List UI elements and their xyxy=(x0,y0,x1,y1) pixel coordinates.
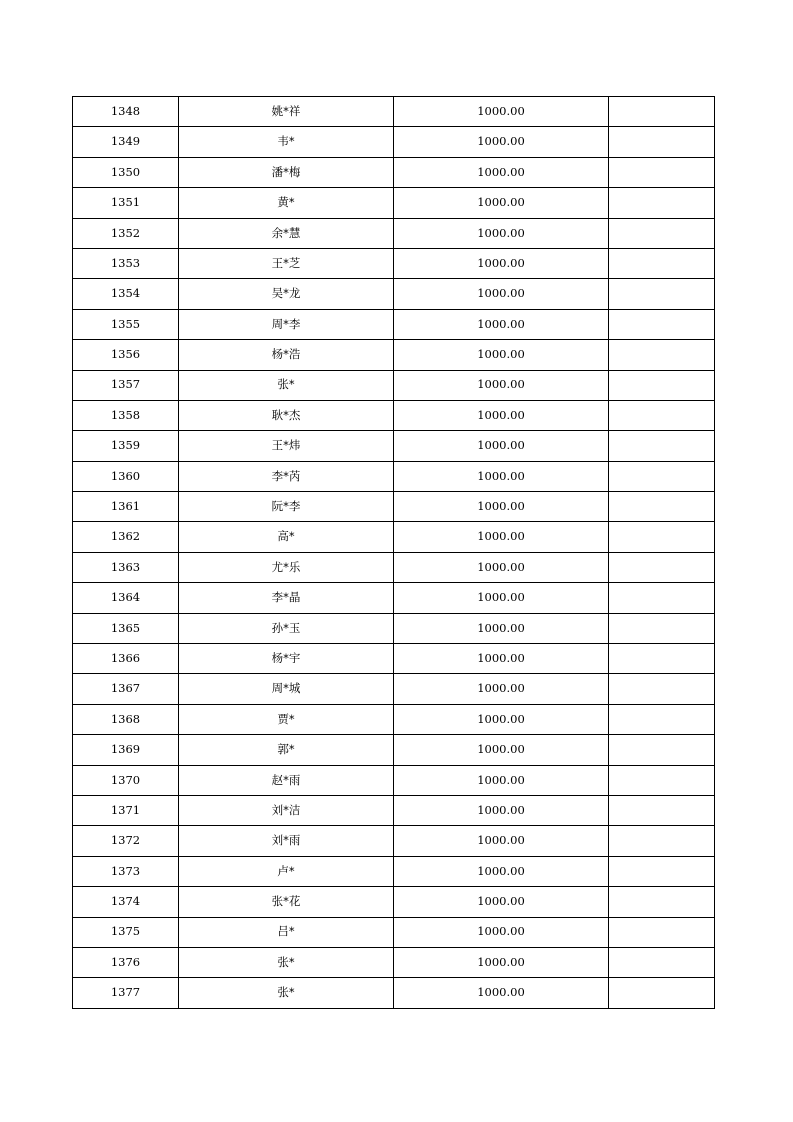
row-number-cell: 1350 xyxy=(73,157,179,187)
row-number-cell: 1356 xyxy=(73,340,179,370)
recipient-name-cell: 贾* xyxy=(179,704,394,734)
row-number-cell: 1367 xyxy=(73,674,179,704)
recipient-name-cell: 耿*杰 xyxy=(179,400,394,430)
amount-cell: 1000.00 xyxy=(394,947,609,977)
recipient-name-cell: 张* xyxy=(179,978,394,1008)
recipient-name-cell: 张* xyxy=(179,947,394,977)
note-cell xyxy=(609,887,715,917)
recipient-name-cell: 潘*梅 xyxy=(179,157,394,187)
recipient-name-cell: 李*芮 xyxy=(179,461,394,491)
recipient-name-cell: 黄* xyxy=(179,188,394,218)
amount-cell: 1000.00 xyxy=(394,613,609,643)
table-row xyxy=(73,492,715,522)
table-row xyxy=(73,613,715,643)
payment-table xyxy=(72,96,715,1009)
amount-cell: 1000.00 xyxy=(394,704,609,734)
recipient-name-cell: 余*慧 xyxy=(179,218,394,248)
note-cell xyxy=(609,613,715,643)
recipient-name-cell: 周*李 xyxy=(179,309,394,339)
row-number-cell: 1372 xyxy=(73,826,179,856)
amount-cell: 1000.00 xyxy=(394,461,609,491)
amount-cell: 1000.00 xyxy=(394,492,609,522)
amount-cell: 1000.00 xyxy=(394,340,609,370)
table-row xyxy=(73,704,715,734)
table-row xyxy=(73,309,715,339)
amount-cell: 1000.00 xyxy=(394,644,609,674)
amount-cell: 1000.00 xyxy=(394,887,609,917)
amount-cell: 1000.00 xyxy=(394,218,609,248)
table-row xyxy=(73,856,715,886)
recipient-name-cell: 王*炜 xyxy=(179,431,394,461)
table-row xyxy=(73,431,715,461)
note-cell xyxy=(609,947,715,977)
table-row xyxy=(73,887,715,917)
row-number-cell: 1352 xyxy=(73,218,179,248)
note-cell xyxy=(609,492,715,522)
recipient-name-cell: 李*晶 xyxy=(179,583,394,613)
note-cell xyxy=(609,735,715,765)
row-number-cell: 1364 xyxy=(73,583,179,613)
amount-cell: 1000.00 xyxy=(394,97,609,127)
row-number-cell: 1377 xyxy=(73,978,179,1008)
note-cell xyxy=(609,674,715,704)
note-cell xyxy=(609,431,715,461)
table-row xyxy=(73,218,715,248)
note-cell xyxy=(609,188,715,218)
row-number-cell: 1349 xyxy=(73,127,179,157)
note-cell xyxy=(609,400,715,430)
amount-cell: 1000.00 xyxy=(394,188,609,218)
row-number-cell: 1375 xyxy=(73,917,179,947)
row-number-cell: 1365 xyxy=(73,613,179,643)
table-row xyxy=(73,400,715,430)
table-row xyxy=(73,735,715,765)
amount-cell: 1000.00 xyxy=(394,583,609,613)
table-row xyxy=(73,795,715,825)
note-cell xyxy=(609,552,715,582)
row-number-cell: 1362 xyxy=(73,522,179,552)
amount-cell: 1000.00 xyxy=(394,674,609,704)
recipient-name-cell: 郭* xyxy=(179,735,394,765)
amount-cell: 1000.00 xyxy=(394,826,609,856)
note-cell xyxy=(609,248,715,278)
table-row xyxy=(73,765,715,795)
table-row xyxy=(73,248,715,278)
amount-cell: 1000.00 xyxy=(394,157,609,187)
note-cell xyxy=(609,795,715,825)
amount-cell: 1000.00 xyxy=(394,370,609,400)
row-number-cell: 1348 xyxy=(73,97,179,127)
note-cell xyxy=(609,644,715,674)
table-row xyxy=(73,157,715,187)
row-number-cell: 1360 xyxy=(73,461,179,491)
table-row xyxy=(73,340,715,370)
row-number-cell: 1374 xyxy=(73,887,179,917)
recipient-name-cell: 卢* xyxy=(179,856,394,886)
amount-cell: 1000.00 xyxy=(394,522,609,552)
row-number-cell: 1353 xyxy=(73,248,179,278)
amount-cell: 1000.00 xyxy=(394,309,609,339)
amount-cell: 1000.00 xyxy=(394,552,609,582)
note-cell xyxy=(609,583,715,613)
row-number-cell: 1357 xyxy=(73,370,179,400)
row-number-cell: 1376 xyxy=(73,947,179,977)
note-cell xyxy=(609,917,715,947)
recipient-name-cell: 阮*李 xyxy=(179,492,394,522)
recipient-name-cell: 王*芝 xyxy=(179,248,394,278)
note-cell xyxy=(609,826,715,856)
table-body xyxy=(73,97,715,1009)
recipient-name-cell: 杨*浩 xyxy=(179,340,394,370)
note-cell xyxy=(609,309,715,339)
row-number-cell: 1366 xyxy=(73,644,179,674)
table-row xyxy=(73,279,715,309)
table-row xyxy=(73,947,715,977)
recipient-name-cell: 张*花 xyxy=(179,887,394,917)
row-number-cell: 1355 xyxy=(73,309,179,339)
note-cell xyxy=(609,856,715,886)
note-cell xyxy=(609,127,715,157)
row-number-cell: 1368 xyxy=(73,704,179,734)
table-row xyxy=(73,127,715,157)
table-row xyxy=(73,674,715,704)
table-row xyxy=(73,522,715,552)
table-row xyxy=(73,370,715,400)
note-cell xyxy=(609,522,715,552)
amount-cell: 1000.00 xyxy=(394,978,609,1008)
amount-cell: 1000.00 xyxy=(394,431,609,461)
table-row xyxy=(73,97,715,127)
amount-cell: 1000.00 xyxy=(394,127,609,157)
row-number-cell: 1371 xyxy=(73,795,179,825)
recipient-name-cell: 刘*雨 xyxy=(179,826,394,856)
note-cell xyxy=(609,340,715,370)
row-number-cell: 1363 xyxy=(73,552,179,582)
recipient-name-cell: 高* xyxy=(179,522,394,552)
row-number-cell: 1359 xyxy=(73,431,179,461)
table-row xyxy=(73,552,715,582)
table-row xyxy=(73,583,715,613)
recipient-name-cell: 吴*龙 xyxy=(179,279,394,309)
recipient-name-cell: 赵*雨 xyxy=(179,765,394,795)
note-cell xyxy=(609,978,715,1008)
table-row xyxy=(73,917,715,947)
row-number-cell: 1361 xyxy=(73,492,179,522)
amount-cell: 1000.00 xyxy=(394,735,609,765)
recipient-name-cell: 杨*宇 xyxy=(179,644,394,674)
recipient-name-cell: 张* xyxy=(179,370,394,400)
note-cell xyxy=(609,218,715,248)
note-cell xyxy=(609,97,715,127)
table-row xyxy=(73,188,715,218)
note-cell xyxy=(609,370,715,400)
recipient-name-cell: 孙*玉 xyxy=(179,613,394,643)
table-row xyxy=(73,644,715,674)
table-row xyxy=(73,978,715,1008)
row-number-cell: 1373 xyxy=(73,856,179,886)
note-cell xyxy=(609,461,715,491)
note-cell xyxy=(609,704,715,734)
amount-cell: 1000.00 xyxy=(394,279,609,309)
row-number-cell: 1354 xyxy=(73,279,179,309)
amount-cell: 1000.00 xyxy=(394,795,609,825)
table-row xyxy=(73,461,715,491)
note-cell xyxy=(609,157,715,187)
note-cell xyxy=(609,765,715,795)
recipient-name-cell: 刘*洁 xyxy=(179,795,394,825)
recipient-name-cell: 吕* xyxy=(179,917,394,947)
amount-cell: 1000.00 xyxy=(394,917,609,947)
amount-cell: 1000.00 xyxy=(394,856,609,886)
recipient-name-cell: 尤*乐 xyxy=(179,552,394,582)
amount-cell: 1000.00 xyxy=(394,248,609,278)
table-row xyxy=(73,826,715,856)
amount-cell: 1000.00 xyxy=(394,400,609,430)
note-cell xyxy=(609,279,715,309)
row-number-cell: 1370 xyxy=(73,765,179,795)
row-number-cell: 1358 xyxy=(73,400,179,430)
row-number-cell: 1351 xyxy=(73,188,179,218)
recipient-name-cell: 周*城 xyxy=(179,674,394,704)
row-number-cell: 1369 xyxy=(73,735,179,765)
amount-cell: 1000.00 xyxy=(394,765,609,795)
recipient-name-cell: 姚*祥 xyxy=(179,97,394,127)
recipient-name-cell: 韦* xyxy=(179,127,394,157)
